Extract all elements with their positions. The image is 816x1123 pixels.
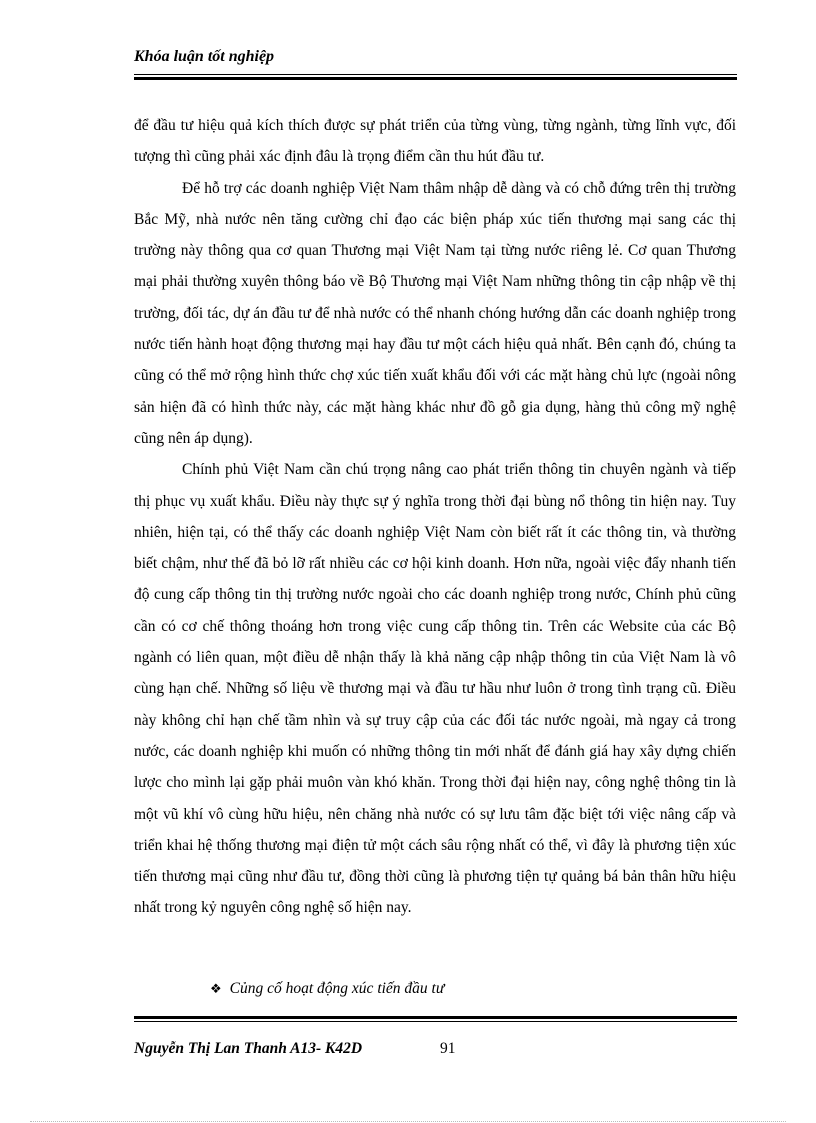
footer-author: Nguyễn Thị Lan Thanh A13- K42D xyxy=(134,1040,363,1057)
body-text xyxy=(134,110,736,924)
section-bullet xyxy=(210,980,444,998)
page-number: 91 xyxy=(440,1040,456,1057)
page-edge-divider xyxy=(30,1121,786,1122)
header-divider xyxy=(134,74,737,80)
footer-divider xyxy=(134,1016,737,1022)
diamond-bullet-icon: ❖ xyxy=(210,981,222,996)
paragraph: Để hỗ trợ các doanh nghiệp Việt Nam thâm nhập dễ dàng và có chỗ đứng trên thị trường Bắc Mỹ, nhà nước nên tăng cường chỉ đạo các biện pháp xúc tiến thương mại sang các thị trường này thông qua cơ quan Thương mại Việt Nam tại từng nước riêng lẻ. Cơ quan Thương mại phải thường xuyên thông báo về Bộ Thương mại Việt Nam những thông tin cập nhập về thị trường, đối tác, dự án đầu tư để nhà nước có thể nhanh chóng hướng dẫn các doanh nghiệp trong nước tiến hành hoạt động thương mại hay đầu tư một cách hiệu quả nhất. Bên cạnh đó, chúng ta cũng có thể mở rộng hình thức chợ xúc tiến xuất khẩu đối với các mặt hàng chủ lực (ngoài nông sản hiện đã có hình thức này, các mặt hàng khác như đồ gỗ gia dụng, hàng thủ công mỹ nghệ cũng nên áp dụng). xyxy=(134,179,736,447)
paragraph: Chính phủ Việt Nam cần chú trọng nâng cao phát triển thông tin chuyên ngành và tiếp thị phục vụ xuất khẩu. Điều này thực sự ý nghĩa trong thời đại bùng nổ thông tin hiện nay. Tuy nhiên, hiện tại, có thể thấy các doanh nghiệp Việt Nam còn biết rất ít các thông tin, và thường biết chậm, như thế đã bỏ lỡ rất nhiều các cơ hội kinh doanh. Hơn nữa, ngoài việc đẩy nhanh tiến độ cung cấp thông tin thị trường nước ngoài cho các doanh nghiệp trong nước, Chính phủ cũng cần có cơ chế thông thoáng hơn trong việc cung cấp thông tin. Trên các Website của các Bộ ngành có liên quan, một điều dễ nhận thấy là khả năng cập nhập thông tin của Việt Nam là vô cùng hạn chế. Những số liệu về thương mại và đầu tư hầu như luôn ở trong tình trạng cũ. Điều này không chỉ hạn chế tầm nhìn và sự truy cập của các đối tác nước ngoài, mà ngay cả trong nước, các doanh nghiệp khi muốn có những thông tin mới nhất để đánh giá hay xây dựng chiến lược cho mình lại gặp phải muôn vàn khó khăn. Trong thời đại hiện nay, công nghệ thông tin là một vũ khí vô cùng hữu hiệu, nên chăng nhà nước có sự lưu tâm đặc biệt tới việc nâng cấp và triển khai hệ thống thương mại điện tử một cách sâu rộng nhất có thể, vì đây là phương tiện xúc tiến thương mại cũng như đầu tư, đồng thời cũng là phương tiện tự quảng bá bản thân hữu hiệu nhất trong kỷ nguyên công nghệ số hiện nay. xyxy=(134,461,736,917)
paragraph: để đầu tư hiệu quả kích thích được sự phát triển của từng vùng, từng ngành, từng lĩnh vực, đối tượng thì cũng phải xác định đâu là trọng điểm cần thu hút đầu tư. xyxy=(134,117,736,166)
page-header-title: Khóa luận tốt nghiệp xyxy=(134,48,275,65)
section-heading: Củng cố hoạt động xúc tiến đầu tư xyxy=(229,980,445,997)
